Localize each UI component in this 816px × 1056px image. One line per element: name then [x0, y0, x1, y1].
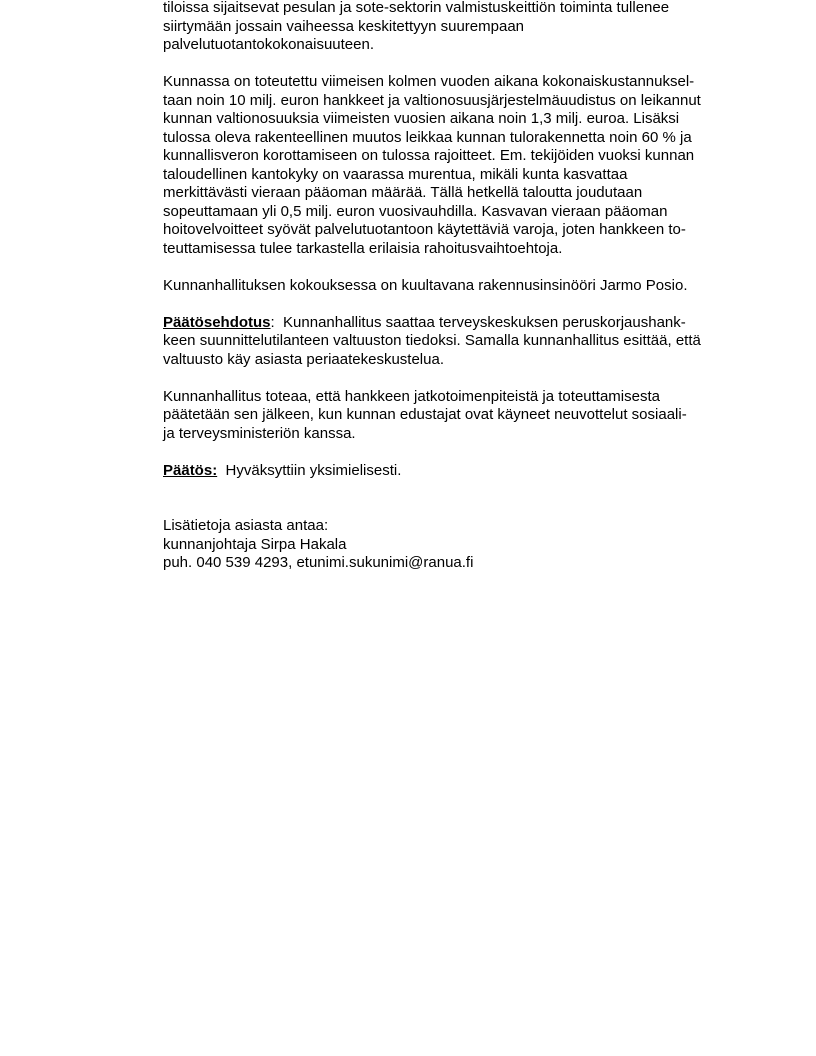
paragraph-hearing [163, 277, 763, 296]
proposal-label: Päätösehdotus [163, 313, 271, 331]
text-line: ja terveysministeriön kanssa. [163, 424, 356, 442]
text-line: valtuusto käy asiasta periaatekeskustelua. [163, 350, 444, 368]
paragraph-facilities [163, 0, 763, 55]
text-line: tiloissa sijaitsevat pesulan ja sote-sektorin valmistuskeittiön toiminta tullenee [163, 0, 670, 16]
text-line: sopeuttamaan yli 0,5 milj. euron vuosivauhdilla. Kasvavan vieraan pääoman [163, 202, 668, 220]
decision-text: Hyväksyttiin yksimielisesti. [225, 461, 402, 479]
text-line: kunnanjohtaja Sirpa Hakala [163, 535, 347, 553]
text-line: taan noin 10 milj. euron hankkeet ja valtionosuusjärjestelmäuudistus on leikannut [163, 91, 701, 109]
text-line: palvelutuotantokokonaisuuteen. [163, 36, 374, 53]
text-line: keen suunnittelutilanteen valtuuston tiedoksi. Samalla kunnanhallitus esittää, että [163, 332, 701, 349]
paragraph-proposal [163, 314, 763, 370]
paragraph-decision [163, 462, 763, 481]
document-page [163, 0, 763, 591]
text-line: Kunnassa on toteutettu viimeisen kolmen vuoden aikana kokonaiskustannuksel- [163, 73, 695, 90]
text-line: siirtymään jossain vaiheessa keskitettyyn suurempaan [163, 17, 525, 35]
text-line: Lisätietoja asiasta antaa: [163, 517, 329, 534]
text-line: Kunnanhallituksen kokouksessa on kuultavana rakennusinsinööri Jarmo Posio. [163, 276, 688, 294]
text-line [163, 462, 763, 481]
paragraph-followup [163, 388, 763, 444]
contact-info [163, 517, 763, 573]
text-line: merkittävästi vieraan pääoman määrää. Tällä hetkellä taloutta joudutaan [163, 184, 643, 201]
text-line: teuttamisessa tulee tarkastella erilaisia rahoitusvaihtoehtoja. [163, 239, 563, 257]
text-line: päätetään sen jälkeen, kun kunnan edustajat ovat käyneet neuvottelut sosiaali- [163, 406, 687, 423]
decision-label: Päätös: [163, 461, 218, 479]
text-line: hoitovelvoitteet syövät palvelutuotantoon käytettäviä varoja, joten hankkeen to- [163, 221, 686, 238]
text-line: Kunnanhallitus toteaa, että hankkeen jatkotoimenpiteistä ja toteuttamisesta [163, 387, 660, 405]
text-line: tulossa oleva rakenteellinen muutos leikkaa kunnan tulorakennetta noin 60 % ja [163, 128, 692, 146]
text-line: kunnallisveron korottamiseen on tulossa rajoitteet. Em. tekijöiden vuoksi kunnan [163, 147, 695, 164]
text-line: taloudellinen kantokyky on vaarassa murentua, mikäli kunta kasvattaa [163, 165, 628, 183]
contact-phone-email: puh. 040 539 4293, etunimi.sukunimi@ranua.fi [163, 554, 474, 571]
paragraph-finances [163, 73, 763, 258]
text-line [163, 314, 763, 333]
text-line: kunnan valtionosuuksia viimeisten vuosien aikana noin 1,3 milj. euroa. Lisäksi [163, 110, 680, 127]
proposal-text: : Kunnanhallitus saattaa terveyskeskuksen peruskorjaushank- [270, 313, 686, 331]
